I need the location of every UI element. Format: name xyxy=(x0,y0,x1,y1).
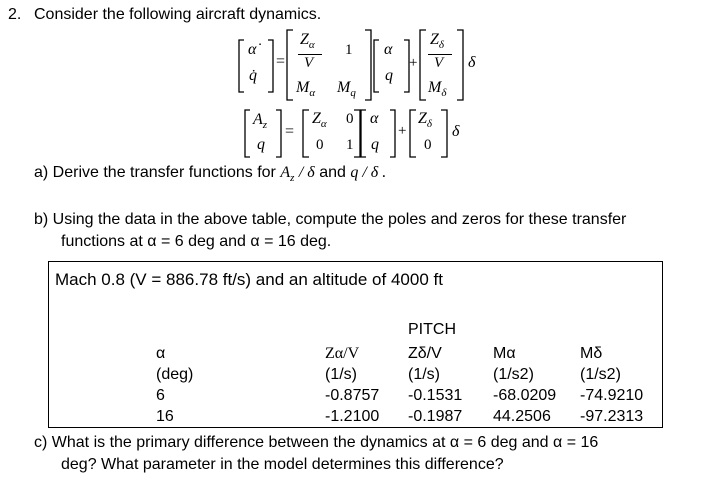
table-cell: -0.1987 xyxy=(408,408,463,425)
part-c-line2: deg? What parameter in the model determines this difference? xyxy=(61,456,504,473)
a11-numerator: $Z_\alpha$ xyxy=(300,31,315,52)
table-cell: 44.2506 xyxy=(493,408,551,425)
table-cell: -97.2313 xyxy=(580,408,644,425)
a12: 1 xyxy=(345,42,353,58)
input-delta-1: δ xyxy=(468,54,476,71)
part-c-line1: c) What is the primary difference between the dynamics at α = 6 deg and α = 16 xyxy=(34,434,599,451)
equals-sign-1: = xyxy=(276,53,286,70)
part-a-text: a) Derive the transfer functions for $A_z$ / δ and q / δ . xyxy=(34,164,387,185)
q-dot: q̇ xyxy=(249,67,257,84)
plus-sign-1: + xyxy=(409,55,418,71)
c21: 0 xyxy=(316,137,324,153)
b2: $M_\delta$ xyxy=(428,79,447,100)
col-header-md: Mδ xyxy=(580,345,603,362)
col-unit-ma: (1/s2) xyxy=(493,366,534,383)
state-alpha: α xyxy=(384,41,393,58)
c12: 0 xyxy=(346,111,354,127)
input-delta-2: δ xyxy=(452,123,460,140)
c11: $Z_\alpha$ xyxy=(312,110,327,131)
b1-numerator: $Z_\delta$ xyxy=(430,31,445,52)
table-group-header: PITCH xyxy=(408,321,456,338)
table-cell: -74.9210 xyxy=(580,387,644,404)
table-cell: -1.2100 xyxy=(325,408,380,425)
state2-alpha: α xyxy=(370,110,379,127)
output-q: q xyxy=(257,136,265,153)
table-cell: 6 xyxy=(156,387,165,404)
col-header-alpha: α xyxy=(156,345,166,362)
b1-denominator: V xyxy=(434,55,444,71)
a11-denominator: V xyxy=(304,55,314,71)
table-cell: 16 xyxy=(156,408,174,425)
col-header-zd-v: Zδ/V xyxy=(408,345,442,362)
alpha-dot: α̇ xyxy=(248,41,257,58)
question-intro: Consider the following aircraft dynamics. xyxy=(34,6,322,23)
col-unit-alpha: (deg) xyxy=(156,366,194,383)
col-unit-za-v: (1/s) xyxy=(325,366,357,383)
part-b-line2: functions at α = 6 deg and α = 16 deg. xyxy=(61,233,332,250)
table-cell: -68.0209 xyxy=(493,387,557,404)
question-number: 2. xyxy=(8,6,22,23)
table-cell: -0.1531 xyxy=(408,387,463,404)
equation-brackets xyxy=(0,0,717,170)
col-unit-zd-v: (1/s) xyxy=(408,366,440,383)
d2: 0 xyxy=(424,137,432,153)
output-az: $A_z$ xyxy=(253,111,268,132)
part-b-line1: b) Using the data in the above table, compute the poles and zeros for these transfer xyxy=(34,211,627,228)
c22: 1 xyxy=(346,137,354,153)
plus-sign-2: + xyxy=(398,123,407,139)
state-q: q xyxy=(385,67,393,84)
col-unit-md: (1/s2) xyxy=(580,366,621,383)
col-header-za-v: Zα/V xyxy=(325,345,360,362)
equals-sign-2: = xyxy=(285,123,295,140)
table-cell: -0.8757 xyxy=(325,387,380,404)
state2-q: q xyxy=(371,136,379,153)
d1: $Z_\delta$ xyxy=(418,110,433,131)
col-header-ma: Mα xyxy=(493,345,516,362)
table-caption: Mach 0.8 (V = 886.78 ft/s) and an altitude of 4000 ft xyxy=(55,270,443,289)
a21: $M_\alpha$ xyxy=(296,79,316,100)
data-table xyxy=(48,261,663,428)
a22: $M_q$ xyxy=(337,79,356,100)
